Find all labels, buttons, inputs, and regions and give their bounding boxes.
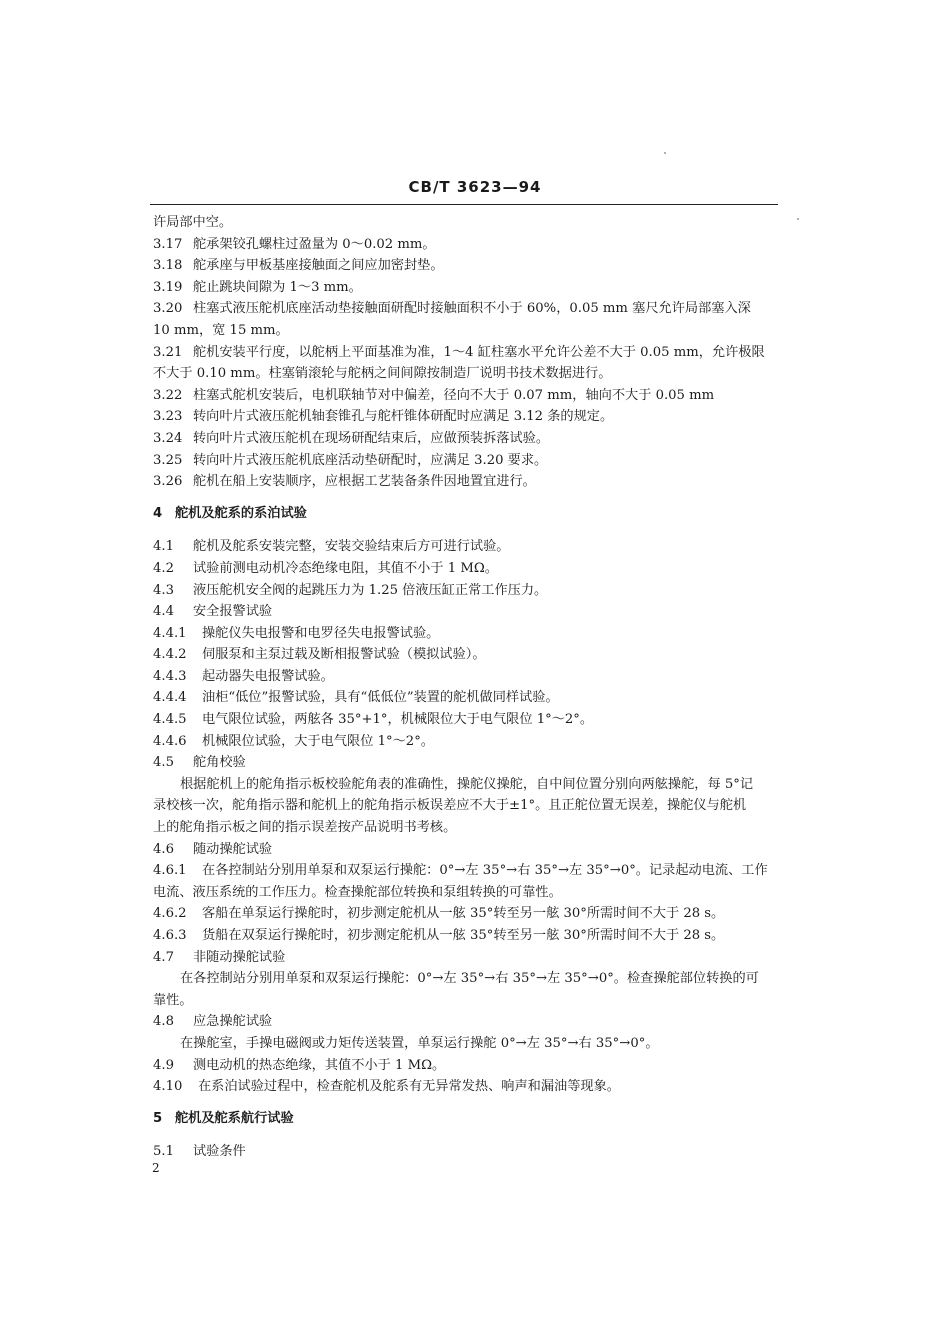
paragraph-line: 录校核一次，舵角指示器和舵机上的舵角指示板误差应不大于±1°。且正舵位置无误差，操舵仪与舵机 — [153, 798, 747, 814]
clause-4-4-3 — [153, 666, 778, 688]
clause-text: 转向叶片式液压舵机底座活动垫研配时，应满足 3.20 要求。 — [193, 452, 548, 468]
clause-number: 4.7 — [153, 949, 174, 965]
section-4-heading — [153, 503, 778, 525]
clause-text: 舵止跳块间隙为 1～3 mm。 — [193, 279, 362, 295]
header-rule — [150, 204, 778, 205]
section-number: 5 — [153, 1110, 163, 1126]
clause-text: 操舵仪失电报警和电罗径失电报警试验。 — [202, 625, 440, 641]
clause-4-8 — [153, 1011, 778, 1033]
clause-text: 随动操舵试验 — [193, 841, 273, 857]
clause-number: 3.24 — [153, 430, 183, 446]
section-title: 舵机及舵系航行试验 — [175, 1110, 294, 1126]
clause-4-4-1 — [153, 623, 778, 645]
paragraph-line: 在操舵室，手操电磁阀或力矩传送装置，单泵运行操舵 0°→左 35°→右 35°→0°。 — [180, 1035, 659, 1051]
clause-text: 安全报警试验 — [193, 604, 273, 620]
clause-4-4-5 — [153, 709, 778, 731]
scan-speck — [797, 218, 799, 220]
paragraph-line: 上的舵角指示板之间的指示误差按产品说明书考核。 — [153, 820, 457, 836]
clause-4-10 — [153, 1076, 778, 1098]
document-body — [153, 212, 778, 1163]
clause-number: 4.4.3 — [153, 668, 187, 684]
clause-3-21 — [153, 342, 778, 364]
paragraph-line: 电流、液压系统的工作压力。检查操舵部位转换和泵组转换的可靠性。 — [153, 884, 562, 900]
clause-number: 4.5 — [153, 755, 174, 771]
clause-number: 4.6.1 — [153, 863, 187, 879]
clause-4-7 — [153, 947, 778, 969]
clause-4-1 — [153, 536, 778, 558]
clause-4-6-3 — [153, 925, 778, 947]
clause-3-26 — [153, 471, 778, 493]
section-title: 舵机及舵系的系泊试验 — [175, 505, 307, 521]
clause-number: 3.25 — [153, 452, 183, 468]
clause-text: 舵机及舵系安装完整，安装交验结束后方可进行试验。 — [193, 539, 510, 555]
clause-4-4-2 — [153, 644, 778, 666]
clause-number: 4.1 — [153, 539, 174, 555]
clause-number: 4.6 — [153, 841, 174, 857]
clause-text: 机械限位试验，大于电气限位 1°～2°。 — [202, 733, 434, 749]
section-5-heading — [153, 1108, 778, 1130]
text-line: 许局部中空。 — [153, 215, 233, 230]
clause-number: 3.18 — [153, 258, 183, 274]
section-number: 4 — [153, 505, 163, 521]
clause-number: 4.4.5 — [153, 712, 187, 728]
clause-3-22 — [153, 385, 778, 407]
clause-text: 货船在双泵运行操舵时，初步测定舵机从一舷 35°转至另一舷 30°所需时间不大于 28 s。 — [202, 928, 725, 943]
clause-4-4-4 — [153, 687, 778, 709]
clause-text: 舵机在船上安装顺序，应根据工艺装备条件因地置宜进行。 — [193, 474, 536, 490]
clause-number: 4.4.1 — [153, 625, 187, 641]
paragraph-line: 靠性。 — [153, 992, 193, 1008]
clause-text: 测电动机的热态绝缘，其值不小于 1 MΩ。 — [193, 1057, 446, 1073]
clause-number: 4.4 — [153, 604, 174, 620]
clause-text: 转向叶片式液压舵机在现场研配结束后，应做预装拆落试验。 — [193, 430, 550, 446]
clause-number: 4.2 — [153, 560, 174, 576]
clause-3-19 — [153, 277, 778, 299]
clause-number: 3.26 — [153, 474, 183, 490]
clause-number: 3.19 — [153, 279, 183, 295]
clause-4-4-6 — [153, 731, 778, 753]
scan-speck — [664, 152, 666, 154]
clause-number: 3.21 — [153, 344, 183, 360]
clause-text: 液压舵机安全阀的起跳压力为 1.25 倍液压缸正常工作压力。 — [193, 582, 548, 598]
clause-4-6 — [153, 839, 778, 861]
clause-4-2 — [153, 558, 778, 580]
document-code-header: CB/T 3623—94 — [408, 178, 542, 196]
clause-3-24 — [153, 428, 778, 450]
clause-4-4 — [153, 601, 778, 623]
clause-text: 舵角校验 — [193, 755, 246, 771]
page-number: 2 — [152, 1161, 160, 1175]
clause-4-6-1 — [153, 860, 778, 882]
clause-number: 4.4.4 — [153, 690, 187, 706]
clause-4-9 — [153, 1055, 778, 1077]
clause-text: 油柜“低位”报警试验，具有“低低位”装置的舵机做同样试验。 — [202, 690, 559, 706]
clause-number: 3.17 — [153, 236, 183, 252]
clause-4-6-2 — [153, 903, 778, 925]
text-line: 10 mm，宽 15 mm。 — [153, 322, 289, 338]
clause-text: 电气限位试验，两舷各 35°+1°，机械限位大于电气限位 1°～2°。 — [202, 712, 594, 728]
clause-3-25 — [153, 450, 778, 472]
clause-3-18 — [153, 255, 778, 277]
clause-text: 转向叶片式液压舵机轴套锥孔与舵杆锥体研配时应满足 3.12 条的规定。 — [193, 409, 614, 425]
clause-number: 4.3 — [153, 582, 174, 598]
clause-number: 4.6.2 — [153, 906, 187, 922]
clause-number: 3.22 — [153, 387, 183, 403]
clause-3-23 — [153, 406, 778, 428]
clause-4-3 — [153, 580, 778, 602]
paragraph-line: 根据舵机上的舵角指示板校验舵角表的准确性，操舵仪操舵，自中间位置分别向两舷操舵，每 5°记 — [180, 776, 754, 792]
clause-3-17 — [153, 234, 778, 256]
clause-text: 客船在单泵运行操舵时，初步测定舵机从一舷 35°转至另一舷 30°所需时间不大于 28 s。 — [202, 906, 725, 922]
clause-text: 舵承架铰孔螺柱过盈量为 0～0.02 mm。 — [193, 236, 436, 252]
clause-number: 3.23 — [153, 409, 183, 425]
clause-text: 在各控制站分别用单泵和双泵运行操舵：0°→左 35°→右 35°→左 35°→0°。记录起动电流、工作 — [202, 863, 768, 879]
clause-number: 4.10 — [153, 1079, 183, 1095]
clause-text: 非随动操舵试验 — [193, 949, 286, 965]
clause-4-5 — [153, 752, 778, 774]
clause-text: 试验条件 — [193, 1144, 246, 1160]
clause-5-1 — [153, 1141, 778, 1163]
clause-text: 应急操舵试验 — [193, 1014, 273, 1030]
clause-text: 舵承座与甲板基座接触面之间应加密封垫。 — [193, 258, 444, 274]
clause-text: 在系泊试验过程中，检查舵机及舵系有无异常发热、响声和漏油等现象。 — [198, 1079, 620, 1095]
clause-number: 4.4.2 — [153, 647, 187, 663]
clause-number: 4.6.3 — [153, 928, 187, 943]
clause-number: 4.9 — [153, 1057, 174, 1073]
clause-number: 5.1 — [153, 1144, 174, 1160]
clause-text: 柱塞式舵机安装后，电机联轴节对中偏差，径向不大于 0.07 mm，轴向不大于 0.05 mm — [193, 387, 715, 403]
clause-number: 3.20 — [153, 301, 183, 317]
clause-text: 试验前测电动机冷态绝缘电阻，其值不小于 1 MΩ。 — [193, 560, 498, 576]
clause-text: 起动器失电报警试验。 — [202, 668, 334, 684]
clause-text: 舵机安装平行度，以舵柄上平面基准为准，1～4 缸柱塞水平允许公差不大于 0.05 mm，允许极限 — [193, 344, 765, 360]
clause-number: 4.4.6 — [153, 733, 187, 749]
paragraph-line: 在各控制站分别用单泵和双泵运行操舵：0°→左 35°→右 35°→左 35°→0°。检查操舵部位转换的可 — [180, 971, 759, 987]
clause-text: 柱塞式液压舵机底座活动垫接触面研配时接触面积不小于 60%，0.05 mm 塞尺允许局部塞入深 — [193, 301, 751, 317]
text-line: 不大于 0.10 mm。柱塞销滚轮与舵柄之间间隙按制造厂说明书技术数据进行。 — [153, 366, 612, 382]
clause-text: 伺服泵和主泵过载及断相报警试验（模拟试验）。 — [202, 647, 486, 663]
clause-3-20 — [153, 298, 778, 320]
clause-number: 4.8 — [153, 1014, 174, 1030]
